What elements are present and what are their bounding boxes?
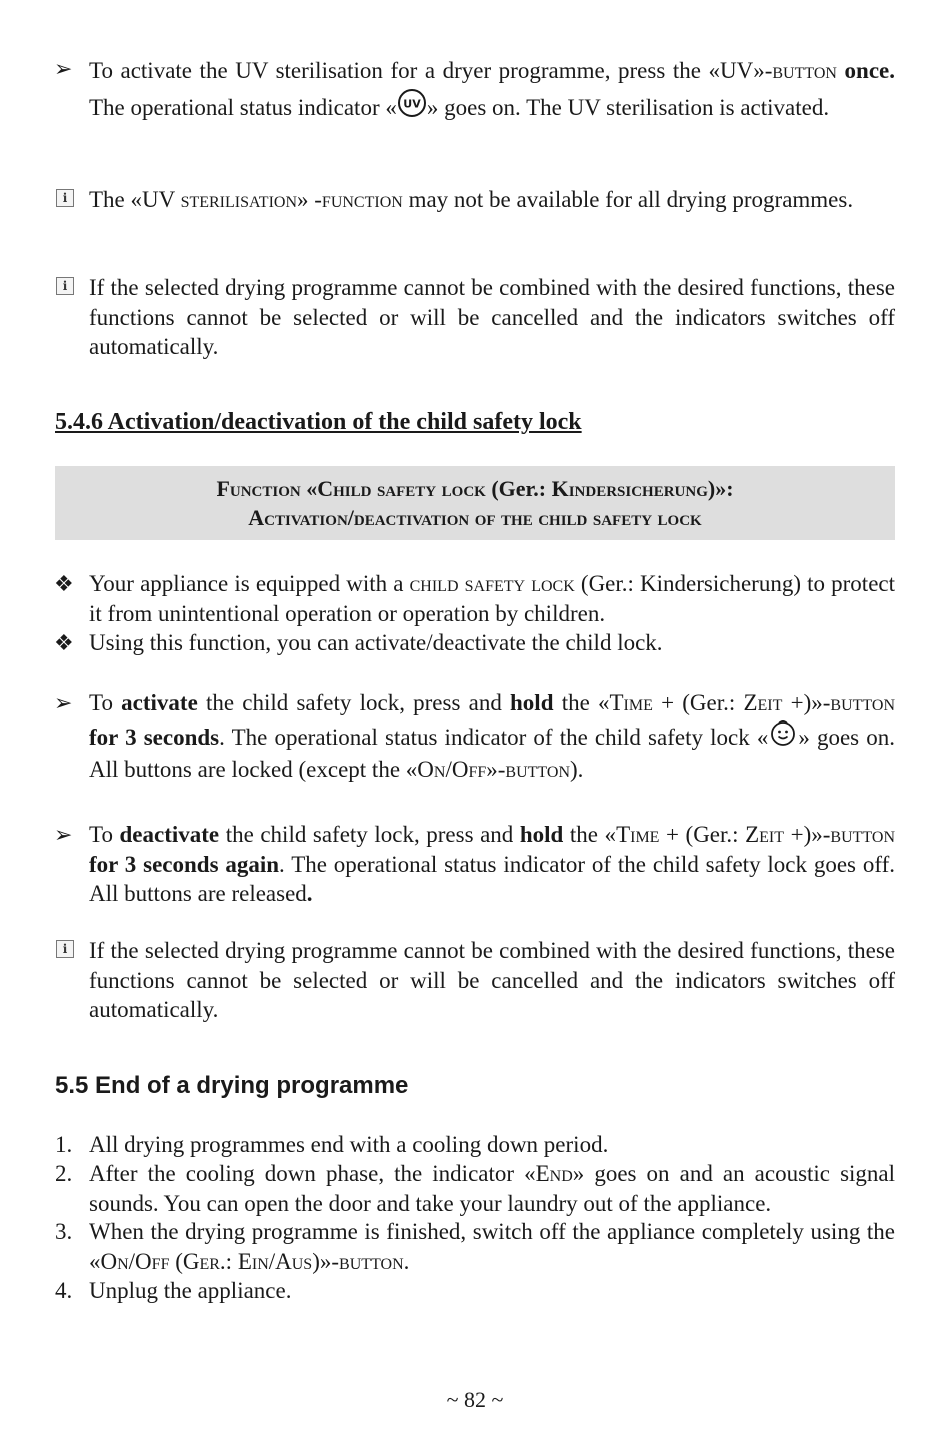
end-step-2: After the cooling down phase, the indicator «End» goes on and an acoustic signal sounds. You can open the door and take your laundry out of the appliance. (89, 1161, 896, 1216)
end-step-3: When the drying programme is finished, switch off the appliance completely using the «On/Off (Ger.: Ein/Aus)»-button. (89, 1219, 895, 1274)
arrow-bullet-icon: ➢ (54, 822, 73, 847)
function-combination-note: If the selected drying programme cannot be combined with the desired functions, these functions cannot be selected or will be cancelled and the indicators switches off automatically. (89, 938, 895, 1022)
info-icon: i (56, 940, 74, 958)
end-step-1: All drying programmes end with a cooling down period. (89, 1132, 609, 1157)
page-number: ~ 82 ~ (446, 1387, 504, 1412)
step-number: 1. (55, 1132, 73, 1157)
child-lock-description: Your appliance is equipped with a child safety lock (Ger.: Kindersicherung) to protect it from unintentional operation or operation by children. (89, 571, 896, 626)
step-number: 3. (55, 1219, 73, 1244)
diamond-bullet-icon: ❖ (54, 630, 74, 655)
banner-line-2: Activation/deactivation of the child safety lock (248, 505, 702, 530)
function-combination-note: If the selected drying programme cannot be combined with the desired functions, these functions cannot be selected or will be cancelled and the indicators switches off automatically. (89, 275, 895, 359)
uv-indicator-icon (397, 88, 427, 128)
child-lock-activate-step: To activate the child safety lock, press and hold the «Time + (Ger.: Zeit +)»-button for 3 seconds. The operational status indicator of the child safety lock « » goes on. All buttons are locked (except the «On/Off»-button). (89, 690, 895, 782)
section-heading-5-5: 5.5 End of a drying programme (55, 1072, 409, 1099)
info-icon: i (56, 277, 74, 295)
info-icon: i (56, 189, 74, 207)
banner-line-1: Function «Child safety lock (Ger.: Kindersicherung)»: (216, 476, 734, 501)
end-step-4: Unplug the appliance. (89, 1278, 292, 1303)
uv-availability-note: The «UV sterilisation» -function may not be available for all drying programmes. (89, 187, 854, 212)
step-number: 2. (55, 1161, 73, 1186)
section-heading-5-4-6: 5.4.6 Activation/deactivation of the child safety lock (55, 409, 582, 435)
function-banner (55, 466, 895, 540)
child-lock-deactivate-step: To deactivate the child safety lock, press and hold the «Time + (Ger.: Zeit +)»-button for 3 seconds again. The operational status indicator of the child safety lock goes off. All buttons are released. (89, 822, 895, 906)
arrow-bullet-icon: ➢ (54, 56, 73, 81)
child-lock-function-note: Using this function, you can activate/deactivate the child lock. (89, 630, 663, 655)
uv-activation-step: To activate the UV sterilisation for a dryer programme, press the «UV»-button once. The operational status indicator « UV » goes on. The UV sterilisation is activated. (89, 54, 895, 128)
uv-icon-label: UV (403, 97, 421, 111)
arrow-bullet-icon: ➢ (54, 690, 73, 715)
diamond-bullet-icon: ❖ (54, 571, 74, 596)
child-lock-indicator-icon (768, 718, 798, 756)
step-number: 4. (55, 1278, 73, 1303)
